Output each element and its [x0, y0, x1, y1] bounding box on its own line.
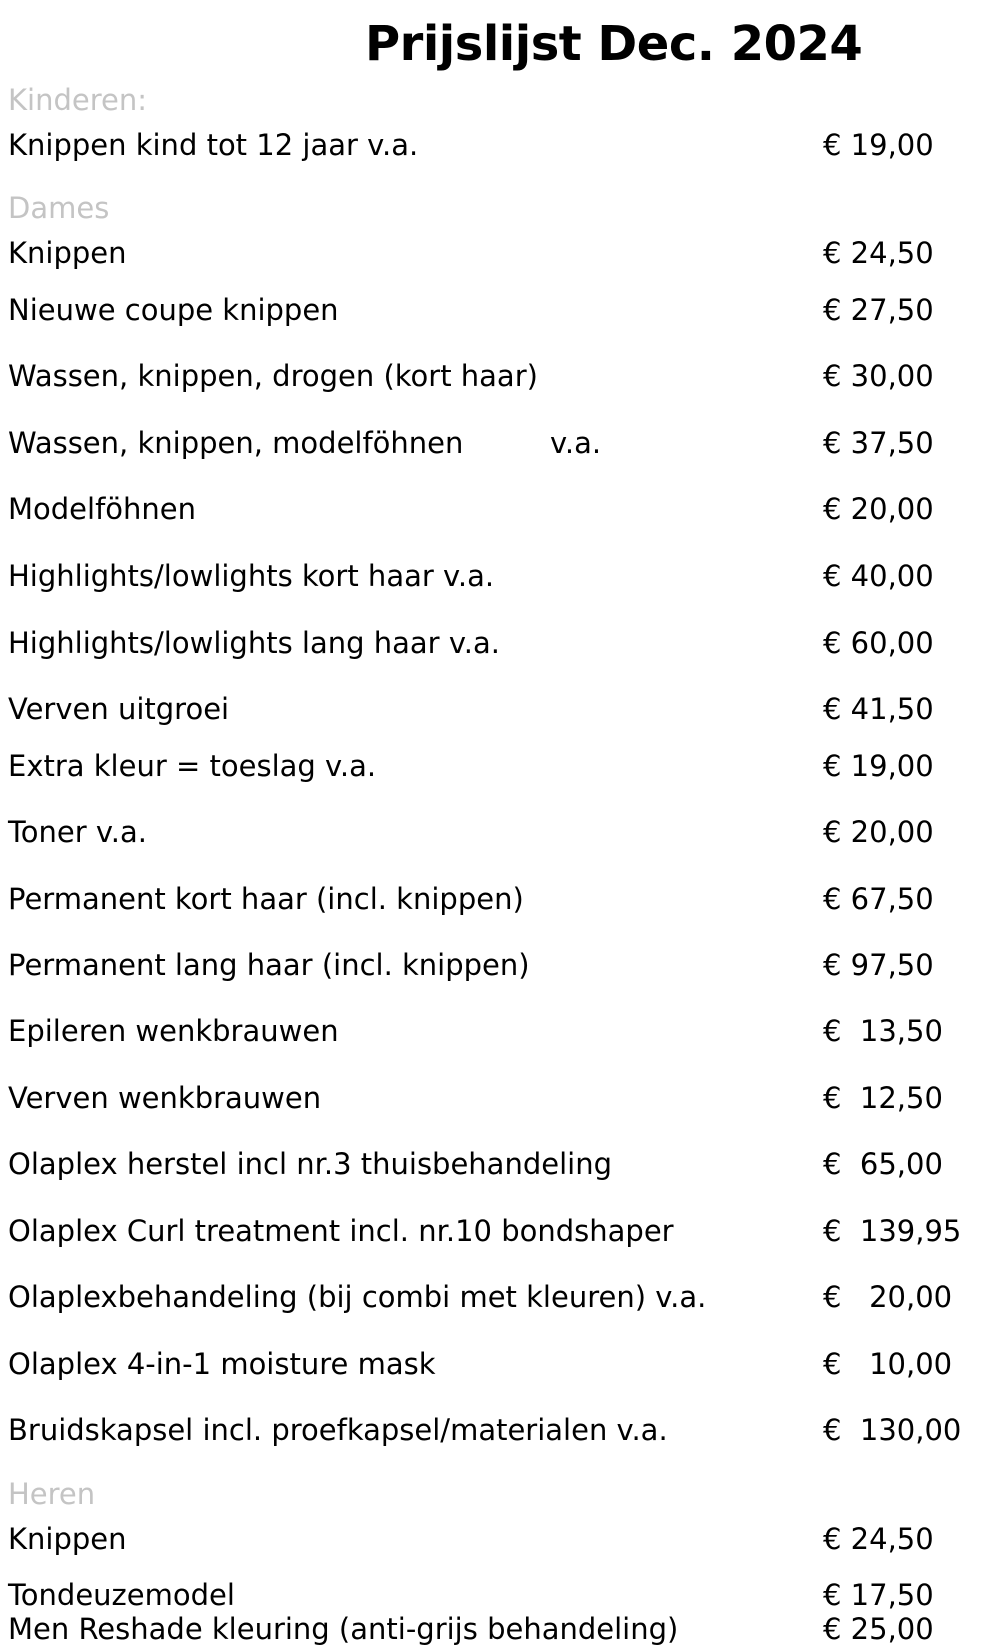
service-price: € 97,50	[823, 948, 934, 982]
service-label: Extra kleur = toeslag v.a.	[8, 749, 377, 783]
service-label: Highlights/lowlights kort haar v.a.	[8, 559, 495, 593]
service-label: Knippen kind tot 12 jaar v.a.	[8, 128, 419, 162]
price-row	[8, 490, 1000, 528]
service-label: Wassen, knippen, modelföhnen	[8, 426, 464, 460]
price-row	[8, 1278, 1000, 1316]
service-label: Verven uitgroei	[8, 692, 230, 726]
price-row	[8, 690, 1000, 728]
service-label: Verven wenkbrauwen	[8, 1081, 322, 1115]
service-price: € 20,00	[823, 815, 934, 849]
price-row	[8, 747, 1000, 785]
section-heading-dames: Dames	[8, 191, 110, 225]
price-row	[8, 946, 1000, 984]
service-price: € 17,50	[823, 1578, 934, 1612]
service-label: Olaplex herstel incl nr.3 thuisbehandeling	[8, 1147, 612, 1181]
service-price: € 13,50	[823, 1014, 943, 1048]
service-price: € 65,00	[823, 1147, 943, 1181]
price-row	[8, 1212, 1000, 1250]
service-price: € 139,95	[823, 1214, 962, 1248]
service-extra: v.a.	[550, 426, 602, 460]
section-heading-heren: Heren	[8, 1477, 96, 1511]
service-label: Toner v.a.	[8, 815, 148, 849]
service-label: Knippen	[8, 236, 127, 270]
service-price: € 25,00	[823, 1612, 934, 1646]
service-price: € 37,50	[823, 426, 934, 460]
service-label: Knippen	[8, 1522, 127, 1556]
section-heading-kinderen: Kinderen:	[8, 83, 147, 117]
price-row	[8, 291, 1000, 329]
price-row	[8, 357, 1000, 395]
service-price: € 20,00	[823, 492, 934, 526]
price-row	[8, 1520, 1000, 1558]
price-row	[8, 1576, 1000, 1614]
service-label: Epileren wenkbrauwen	[8, 1014, 339, 1048]
service-price: € 30,00	[823, 359, 934, 393]
service-price: € 40,00	[823, 559, 934, 593]
price-row	[8, 1145, 1000, 1183]
service-price: € 19,00	[823, 749, 934, 783]
price-row	[8, 813, 1000, 851]
service-label: Olaplexbehandeling (bij combi met kleuren) v.a.	[8, 1280, 707, 1314]
price-row	[8, 1345, 1000, 1383]
price-row	[8, 126, 1000, 164]
service-label: Men Reshade kleuring (anti-grijs behandeling)	[8, 1612, 679, 1646]
service-label: Bruidskapsel incl. proefkapsel/materialen v.a.	[8, 1413, 668, 1447]
price-row	[8, 557, 1000, 595]
service-price: € 24,50	[823, 1522, 934, 1556]
service-label: Permanent kort haar (incl. knippen)	[8, 882, 524, 916]
service-price: € 130,00	[823, 1413, 962, 1447]
service-price: € 19,00	[823, 128, 934, 162]
service-label: Nieuwe coupe knippen	[8, 293, 339, 327]
price-row	[8, 234, 1000, 272]
service-price: € 20,00	[823, 1280, 953, 1314]
price-list-title: Prijslijst Dec. 2024	[365, 16, 863, 72]
service-label: Highlights/lowlights lang haar v.a.	[8, 626, 500, 660]
service-price: € 67,50	[823, 882, 934, 916]
price-row	[8, 1411, 1000, 1449]
service-price: € 10,00	[823, 1347, 953, 1381]
service-price: € 41,50	[823, 692, 934, 726]
service-label: Olaplex 4-in-1 moisture mask	[8, 1347, 436, 1381]
service-price: € 60,00	[823, 626, 934, 660]
service-label: Tondeuzemodel	[8, 1578, 235, 1612]
service-price: € 24,50	[823, 236, 934, 270]
price-row	[8, 624, 1000, 662]
price-row	[8, 424, 1000, 462]
price-row	[8, 1012, 1000, 1050]
service-label: Olaplex Curl treatment incl. nr.10 bondshaper	[8, 1214, 674, 1248]
price-row	[8, 1079, 1000, 1117]
service-price: € 27,50	[823, 293, 934, 327]
price-row	[8, 880, 1000, 918]
service-label: Wassen, knippen, drogen (kort haar)	[8, 359, 538, 393]
service-price: € 12,50	[823, 1081, 943, 1115]
service-label: Modelföhnen	[8, 492, 197, 526]
service-label: Permanent lang haar (incl. knippen)	[8, 948, 530, 982]
price-row	[8, 1610, 1000, 1648]
